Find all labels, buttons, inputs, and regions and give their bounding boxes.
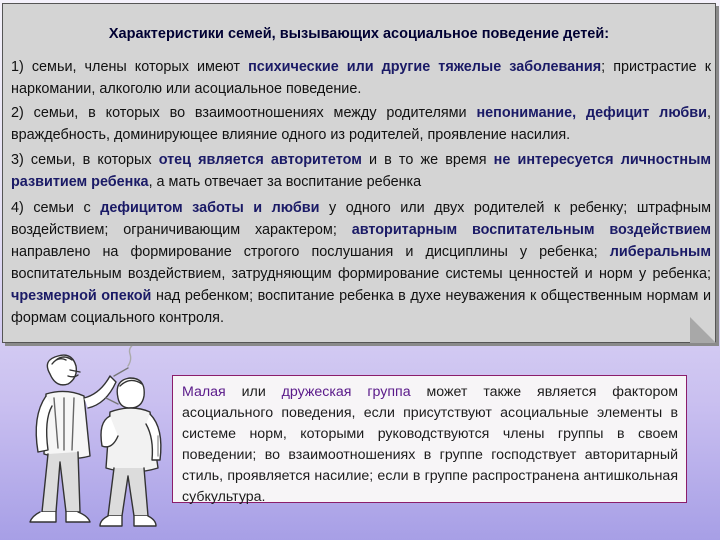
item-4-highlight: либеральным [609,244,711,260]
item-4-highlight: дефицитом заботы и любви [100,200,320,216]
item-1 [11,56,711,100]
item-2-text: , враждебность, доминирующее влияние одного из родителей, проявление насилия. [11,105,711,143]
note-text: может также является фактором асоциального поведения, если присутствуют асоциальные элементы в системе норм, которыми руководствуются члены группы в своем поведении; во взаимоотношениях в группе господствует авторитарный стиль, проявляется насилие; если в группе распространена антишкольная субкультура. [182,384,679,505]
peer-group-note-text [182,382,678,508]
item-3 [11,149,711,193]
item-1-text: ; пристрастие к наркомании, алкоголю или асоциальное поведение. [11,59,712,97]
page-fold-shadow [690,317,716,343]
item-4-text: воспитательным воздействием, затрудняющим формирование системы ценностей и норм у ребенка; [11,266,711,282]
item-2-text: 2) семьи, в которых во взаимоотношениях между родителями [11,105,477,121]
item-3-text: и в то же время [361,152,494,168]
item-2-highlight: непонимание, дефицит любви [476,105,707,121]
item-3-highlight: отец является авторитетом [158,152,362,168]
card-title: Характеристики семей, вызывающих асоциальное поведение детей: [108,26,610,42]
note-term-friend-group: дружеская группа [281,384,411,400]
note-term-small-group: Малая [182,384,226,400]
item-4 [11,197,711,329]
item-4-text: направлено на формирование строгого послушания и дисциплины у ребенка; [11,244,610,260]
item-4-text: 4) семьи с [11,200,101,216]
item-4-text: над ребенком; воспитание ребенка в духе неуважения к общественным нормам и формам социального контроля. [11,288,711,326]
characteristics-card [2,3,716,343]
item-4-text: у одного или двух родителей к ребенку; штрафным воздействием; ограничивающим характером; [11,200,711,238]
peer-group-note [172,375,687,503]
item-3-text: 3) семьи, в которых [11,152,159,168]
item-3-text: , а мать отвечает за воспитание ребенка [148,174,422,190]
item-1-text: 1) семьи, члены которых имеют [11,59,249,75]
note-text: или [225,384,282,400]
item-4-highlight: авторитарным воспитательным воздействием [351,222,712,238]
item-4-highlight: чрезмерной опекой [11,288,152,304]
two-boys-smoking-illustration [10,346,175,536]
item-2 [11,102,711,146]
item-1-highlight: психические или другие тяжелые заболевания [248,59,602,75]
item-3-highlight: не интересуется личностным развитием ребенка [11,152,712,190]
